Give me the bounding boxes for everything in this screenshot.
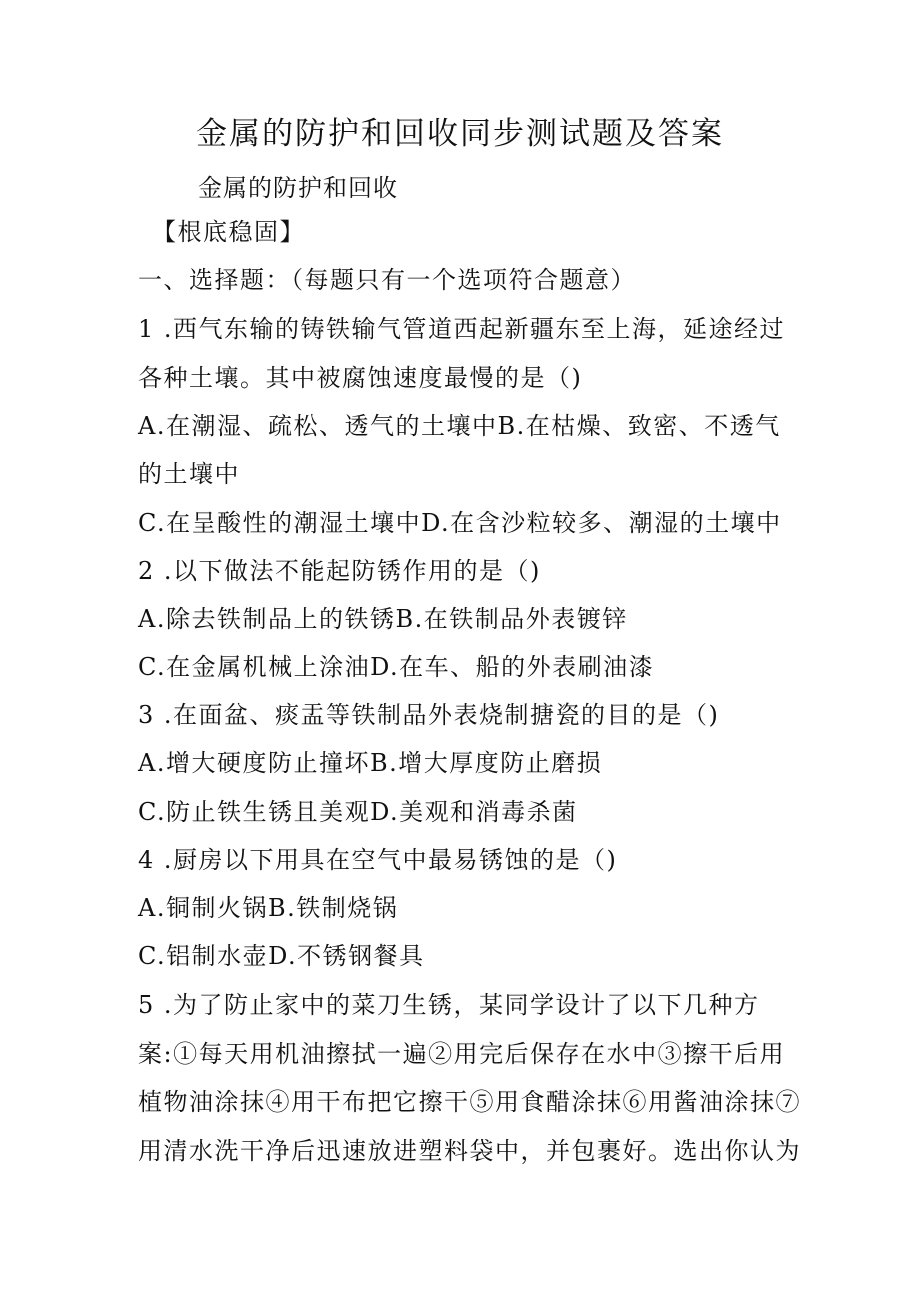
text-line: C.铝制水壶D.不锈钢餐具 — [138, 942, 425, 970]
text-line: 2 .以下做法不能起防锈作用的是（) — [138, 557, 541, 585]
document-subtitle: 金属的防护和回收 — [198, 174, 398, 202]
text-line: 5 .为了防止家中的菜刀生锈，某同学设计了以下几种方 — [138, 991, 760, 1019]
text-line: 案:①每天用机油擦拭一遍②用完后保存在水中③擦干后用 — [138, 1040, 786, 1068]
text-line: 4 .厨房以下用具在空气中最易锈蚀的是（) — [138, 846, 618, 874]
text-line: 1 .西气东输的铸铁输气管道西起新疆东至上海，延途经过 — [138, 315, 786, 343]
text-line: A.增大硬度防止撞坏B.增大厚度防止磨损 — [138, 749, 603, 777]
part-heading: 一、选择题：（每题只有一个选项符合题意） — [138, 266, 636, 294]
text-line: C.在呈酸性的潮湿土壤中D.在含沙粒较多、潮湿的土壤中 — [138, 509, 782, 537]
text-line: 3 .在面盆、痰盂等铁制品外表烧制搪瓷的目的是（) — [138, 701, 720, 729]
text-line: 植物油涂抹④用干布把它擦干⑤用食醋涂抹⑥用酱油涂抹⑦ — [138, 1088, 801, 1116]
section-tag: 【根底稳固】 — [152, 218, 305, 246]
text-line: C.防止铁生锈且美观D.美观和消毒杀菌 — [138, 798, 578, 826]
text-line: A.铜制火锅B.铁制烧锅 — [138, 894, 399, 922]
text-line: 各种土壤。其中被腐蚀速度最慢的是（) — [138, 364, 583, 392]
text-line: 用清水洗干净后迅速放进塑料袋中，并包裹好。选出你认为 — [138, 1137, 801, 1165]
document-title: 金属的防护和回收同步测试题及答案 — [196, 116, 724, 152]
text-line: 的土壤中 — [138, 460, 240, 488]
text-line: C.在金属机械上涂油D.在车、船的外表刷油漆 — [138, 653, 655, 681]
text-line: A.除去铁制品上的铁锈B.在铁制品外表镀锌 — [138, 605, 628, 633]
text-line: A.在潮湿、疏松、透气的土壤中B.在枯燥、致密、不透气 — [138, 412, 781, 440]
